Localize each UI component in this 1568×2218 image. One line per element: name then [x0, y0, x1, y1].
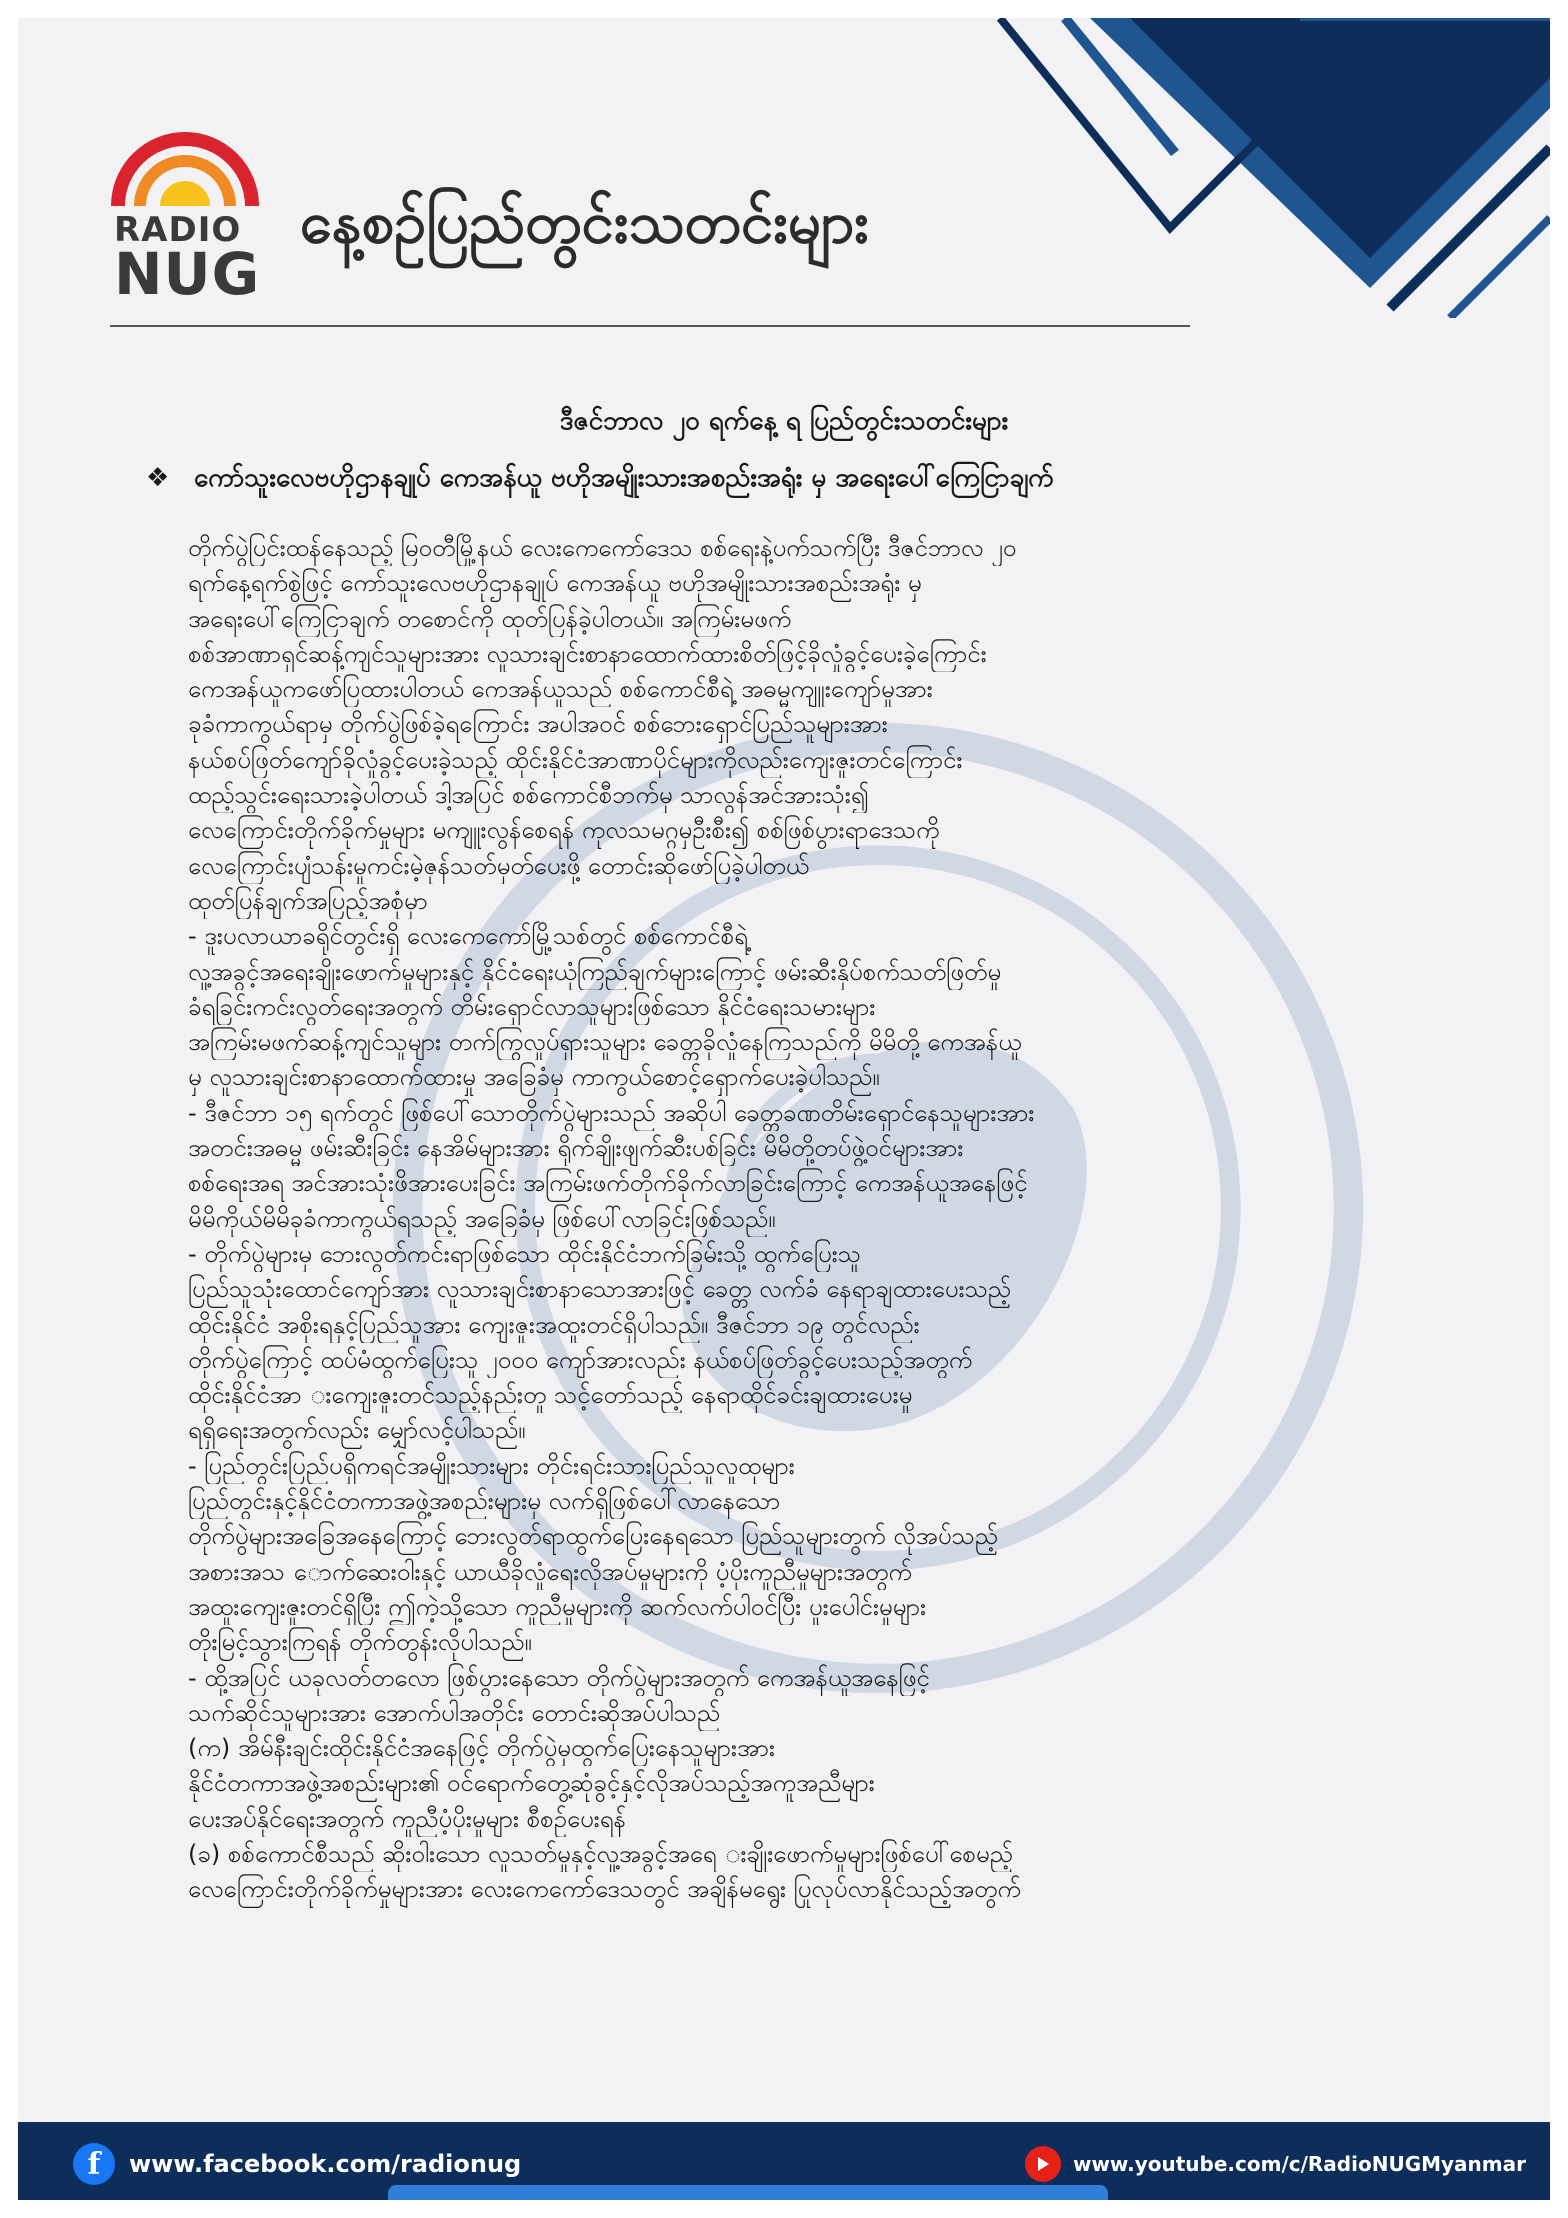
- youtube-icon: [1025, 2146, 1061, 2182]
- body-line: တိုက်ပွဲပြင်းထန်နေသည့် မြဝတီမြို့နယ် လေးကေကော်ဒေသ စစ်ရေးနဲ့ပက်သက်ပြီး ဒီဇင်ဘာလ ၂၀: [188, 534, 1017, 562]
- body-line: (က) အိမ်နီးချင်းထိုင်းနိုင်ငံအနေဖြင့် တိုက်ပွဲမှထွက်ပြေးနေသူများအား: [188, 1734, 775, 1763]
- body-line: - ထို့အပြင် ယခုလတ်တလော ဖြစ်ပွားနေသော တိုက်ပွဲများအတွက် ကေအန်ယူအနေဖြင့်: [188, 1663, 930, 1692]
- logo-wordmark: [114, 210, 261, 308]
- body-line: ပေးအပ်နိုင်ရေးအတွက် ကူညီပံ့ပိုးမှုများ စီစဉ်ပေးရန်: [188, 1804, 626, 1833]
- body-line: လေကြောင်းပျံသန်းမှုကင်းမဲ့ဇုန်သတ်မှတ်ပေးဖို့ တောင်းဆိုဖော်ပြခဲ့ပါတယ်: [188, 851, 810, 880]
- body-line: - ဒူးပလာယာခရိုင်တွင်းရှိ လေးကေကော်မြို့သစ်တွင် စစ်ကောင်စီရဲ့: [188, 922, 748, 951]
- body-line: မှ လူသားချင်းစာနာထောက်ထားမှု အခြေခံမှ ကာကွယ်စောင့်ရှောက်ပေးခဲ့ပါသည်။: [188, 1063, 880, 1092]
- header-divider: [110, 325, 1190, 327]
- logo-nug-text: NUG: [114, 240, 261, 308]
- body-line: (ခ) စစ်ကောင်စီသည် ဆိုးဝါးသော လူသတ်မှုနှင့်လူ့အခွင့်အရေ းချိုးဖောက်မှုများဖြစ်ပေါ်စေမည့်: [188, 1839, 1013, 1868]
- body-line: ထည့်သွင်းရေးသားခဲ့ပါတယ် ဒါ့အပြင် စစ်ကောင်စီဘက်မှ သာလွန်အင်အားသုံး၍: [188, 781, 869, 810]
- youtube-link[interactable]: [1025, 2142, 1526, 2186]
- banner-title: နေ့စဉ်ပြည်တွင်းသတင်းများ: [300, 188, 869, 256]
- headline: [146, 460, 1406, 499]
- body-line: အစားအသ ောက်ဆေးဝါးနှင့် ယာယီခိုလှုံရေးလိုအပ်မှုများကို ပံ့ပိုးကူညီမှုများအတွက်: [188, 1557, 912, 1586]
- body-line: တိုးမြင့်သွားကြရန် တိုက်တွန်းလိုပါသည်။: [188, 1628, 532, 1657]
- body-line: စစ်အာဏာရှင်ဆန့်ကျင်သူများအား လူသားချင်းစာနာထောက်ထားစိတ်ဖြင့်ခိုလှုံခွင့်ပေးခဲ့ကြောင်း: [188, 639, 987, 668]
- body-line: လေကြောင်းတိုက်ခိုက်မှုများအား လေးကေကော်ဒေသတွင် အချိန်မရွေး ပြုလုပ်လာနိုင်သည့်အတွက်: [188, 1875, 1021, 1904]
- body-line: ကေအန်ယူကဖော်ပြထားပါတယ် ကေအန်ယူသည် စစ်ကောင်စီရဲ့ အဓမ္မကျူးကျော်မှုအား: [188, 675, 933, 704]
- article-body: [188, 531, 1418, 1908]
- body-line: ပြည်တွင်းနှင့်နိုင်ငံတကာအဖွဲ့အစည်းများမှ လက်ရှိဖြစ်ပေါ်လာနေသော: [188, 1487, 781, 1516]
- body-line: - ဒီဇင်ဘာ ၁၅ ရက်တွင် ဖြစ်ပေါ်သောတိုက်ပွဲများသည် အဆိုပါ ခေတ္တခဏတိမ်းရှောင်နေသူများအား: [188, 1098, 1035, 1127]
- body-line: သက်ဆိုင်သူများအား အောက်ပါအတိုင်း တောင်းဆိုအပ်ပါသည်: [188, 1698, 721, 1727]
- body-line: - တိုက်ပွဲများမှ ဘေးလွတ်ကင်းရာဖြစ်သော ထိုင်းနိုင်ငံဘက်ခြမ်းသို့ ထွက်ပြေးသူ: [188, 1239, 861, 1268]
- body-line: အထူးကျေးဇူးတင်ရှိပြီး ဤကဲ့သို့သော ကူညီမှုများကို ဆက်လက်ပါဝင်ပြီး ပူးပေါင်းမှုများ: [188, 1592, 927, 1621]
- body-line: ခံရခြင်းကင်းလွတ်ရေးအတွက် တိမ်းရှောင်လာသူများဖြစ်သော နိုင်ငံရေးသမားများ: [188, 992, 876, 1021]
- headline-text: ကော်သူးလေဗဟိုဌာနချုပ် ကေအန်ယူ ဗဟိုအမျိုးသားအစည်းအရုံး မှ အရေးပေါ်ကြေငြာချက်: [194, 463, 1054, 493]
- body-line: လူ့အခွင့်အရေးချိုးဖောက်မှုများနှင့် နိုင်ငံရေးယုံကြည်ချက်များကြောင့် ဖမ်းဆီးနှိပ်စက်သတ်ဖြတ်မှု: [188, 957, 1002, 986]
- body-line: တိုက်ပွဲများအခြေအနေကြောင့် ဘေးလွတ်ရာထွက်ပြေးနေရသော ပြည်သူများတွက် လိုအပ်သည့်: [188, 1522, 998, 1551]
- body-line: ရက်နေ့ရက်စွဲဖြင့် ကော်သူးလေဗဟိုဌာနချုပ် ကေအန်ယူ ဗဟိုအမျိုးသားအစည်းအရုံး မှ: [188, 569, 922, 598]
- body-line: ထိုင်းနိုင်ငံ အစိုးရနှင့်ပြည်သူအား ကျေးဇူးအထူးတင်ရှိပါသည်။ ဒီဇင်ဘာ ၁၉ တွင်လည်း: [188, 1310, 920, 1339]
- facebook-link[interactable]: [73, 2142, 521, 2186]
- body-line: တိုက်ပွဲကြောင့် ထပ်မံထွက်ပြေးသူ ၂၀၀၀ ကျော်အားလည်း နယ်စပ်ဖြတ်ခွင့်ပေးသည့်အတွက်: [188, 1345, 973, 1374]
- diamond-bullet-icon: ❖: [146, 463, 170, 493]
- body-line: ပြည်သူသုံးထောင်ကျော်အား လူသားချင်းစာနာသောအားဖြင့် ခေတ္တ လက်ခံ နေရာချထားပေးသည့်: [188, 1275, 1011, 1304]
- body-line: နယ်စပ်ဖြတ်ကျော်ခိုလှုံခွင့်ပေးခဲ့သည့် ထိုင်းနိုင်ငံအာဏာပိုင်များကိုလည်းကျေးဇူးတင်ကြောင်း: [188, 745, 963, 774]
- body-line: အတင်းအဓမ္မ ဖမ်းဆီးခြင်း နေအိမ်များအား ရိုက်ချိုးဖျက်ဆီးပစ်ခြင်း မိမိတို့တပ်ဖွဲ့ဝင်များအား: [188, 1134, 964, 1163]
- body-line: စစ်ရေးအရ အင်အားသုံးဖိအားပေးခြင်း အကြမ်းဖက်တိုက်ခိုက်လာခြင်းကြောင့် ကေအန်ယူအနေဖြင့်: [188, 1169, 1028, 1198]
- page: [18, 18, 1550, 2200]
- body-line: လေကြောင်းတိုက်ခိုက်မှုများ မကျူးလွန်စေရန် ကုလသမဂ္ဂမှဦးစီး၍ စစ်ဖြစ်ပွားရာဒေသကို: [188, 816, 940, 845]
- logo-radio-text: RADIO: [114, 210, 242, 250]
- body-line: အကြမ်းမဖက်ဆန့်ကျင်သူများ တက်ကြွလှုပ်ရှားသူများ ခေတ္တခိုလှုံနေကြသည်ကို မိမိတို့ ကေအန်ယူ: [188, 1028, 1022, 1057]
- body-line: နိုင်ငံတကာအဖွဲ့အစည်းများ၏ ဝင်ရောက်တွေ့ဆုံခွင့်နှင့်လိုအပ်သည့်အကူအညီများ: [188, 1769, 875, 1798]
- body-line: ထုတ်ပြန်ချက်အပြည့်အစုံမှာ: [188, 886, 428, 915]
- facebook-url: www.facebook.com/radionug: [129, 2150, 522, 2178]
- document-title: ဒီဇင်ဘာလ ၂၀ ရက်နေ့ ရ ပြည်တွင်းသတင်းများ: [559, 406, 1009, 436]
- body-line: ထိုင်းနိုင်ငံအာ းကျေးဇူးတင်သည့်နည်းတူ သင့်တော်သည့် နေရာထိုင်ခင်းချထားပေးမှု: [188, 1381, 913, 1410]
- footer-accent: [388, 2185, 1108, 2200]
- body-line: - ပြည်တွင်းပြည်ပရှိကရင်အမျိုးသားများ တိုင်းရင်းသားပြည်သူလူထုများ: [188, 1451, 795, 1480]
- body-line: ခုခံကာကွယ်ရာမှ တိုက်ပွဲဖြစ်ခဲ့ရကြောင်း အပါအဝင် စစ်ဘေးရှောင်ပြည်သူများအား: [188, 710, 888, 739]
- facebook-icon: f: [73, 2143, 115, 2185]
- corner-decoration: [830, 18, 1550, 318]
- body-line: ရရှိရေးအတွက်လည်း မျှော်လင့်ပါသည်။: [188, 1416, 526, 1445]
- body-line: အရေးပေါ်ကြေငြာချက် တစောင်ကို ထုတ်ပြန်ခဲ့ပါတယ်။ အကြမ်းမဖက်: [188, 604, 792, 633]
- youtube-url: www.youtube.com/c/RadioNUGMyanmar: [1072, 2152, 1526, 2176]
- body-line: မိမိကိုယ်မိမိခုခံကာကွယ်ရသည့် အခြေခံမှ ဖြစ်ပေါ်လာခြင်းဖြစ်သည်။: [188, 1204, 776, 1233]
